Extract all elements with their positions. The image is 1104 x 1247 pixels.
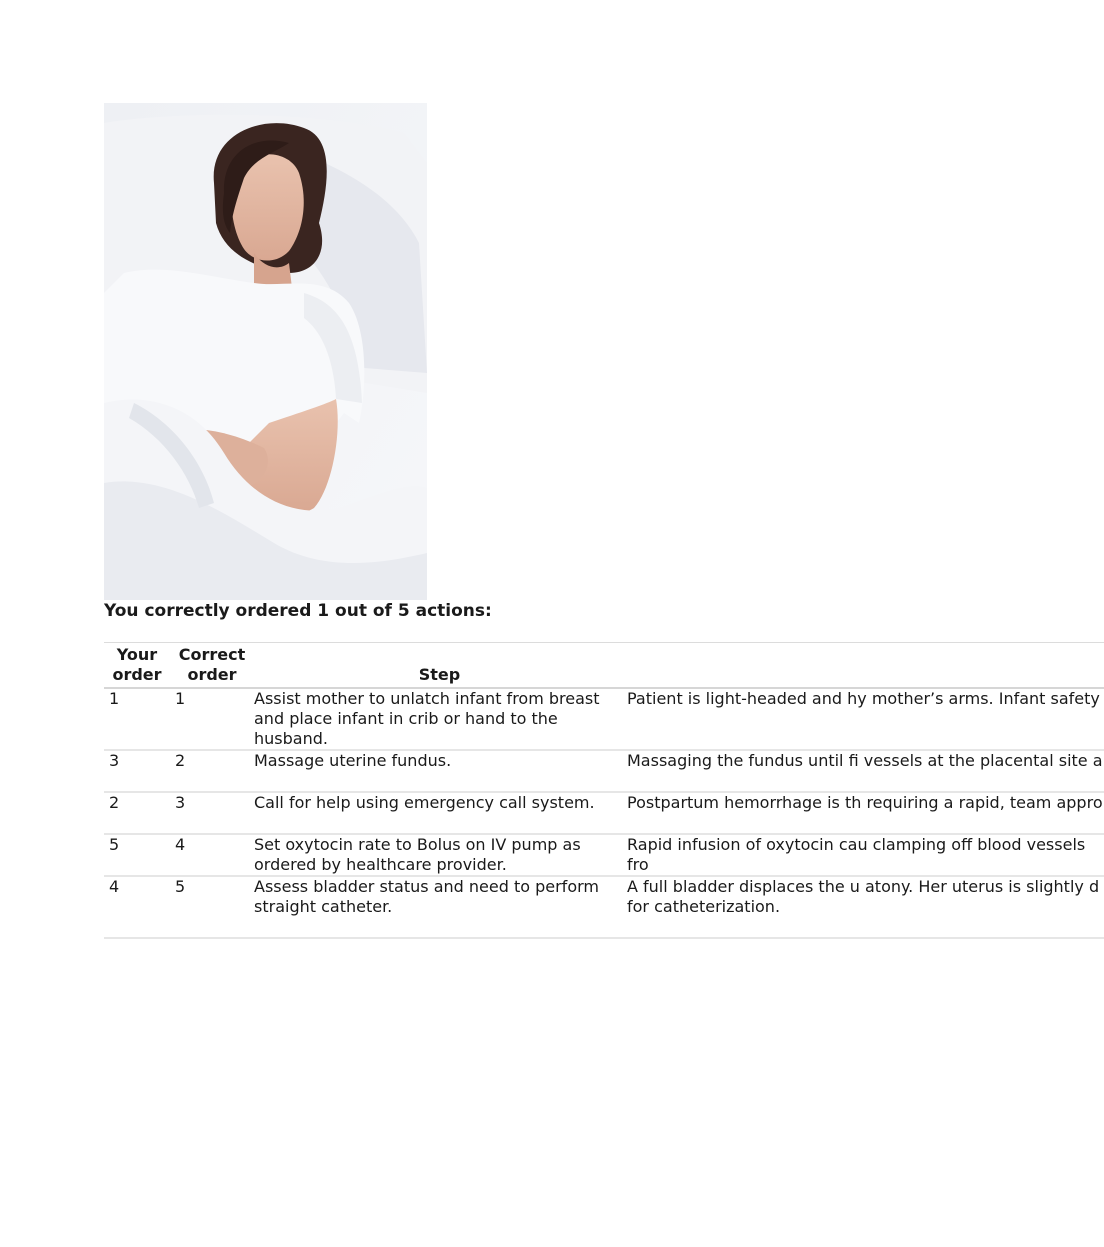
step-cell: Call for help using emergency call system. (254, 792, 625, 834)
table-row (104, 792, 1104, 834)
results-table (104, 642, 1104, 939)
rationale-cell: Patient is light-headed and hy mother’s arms. Infant safety (625, 688, 1104, 750)
rationale-cell: Rapid infusion of oxytocin cau clamping off blood vessels fro (625, 834, 1104, 876)
results-summary: You correctly ordered 1 out of 5 actions: (104, 601, 492, 621)
correct-order-cell: 3 (170, 792, 254, 834)
correct-order-cell: 2 (170, 750, 254, 792)
table-header-row (104, 643, 1104, 689)
step-cell: Assess bladder status and need to perform straight catheter. (254, 876, 625, 938)
step-cell: Assist mother to unlatch infant from breast and place infant in crib or hand to the husband. (254, 688, 625, 750)
your-order-cell: 3 (104, 750, 170, 792)
results-table-container (104, 642, 1103, 939)
your-order-cell: 1 (104, 688, 170, 750)
table-row (104, 688, 1104, 750)
step-cell: Massage uterine fundus. (254, 750, 625, 792)
table-row (104, 834, 1104, 876)
header-step: Step (254, 643, 625, 689)
rationale-cell: Postpartum hemorrhage is th requiring a rapid, team appro (625, 792, 1104, 834)
patient-photo (104, 103, 427, 600)
correct-order-cell: 4 (170, 834, 254, 876)
header-correct-order: Correct order (170, 643, 254, 689)
patient-in-bed-image (104, 103, 427, 600)
rationale-cell: Massaging the fundus until fi vessels at the placental site a (625, 750, 1104, 792)
header-your-order: Your order (104, 643, 170, 689)
your-order-cell: 4 (104, 876, 170, 938)
rationale-cell: A full bladder displaces the u atony. Her uterus is slightly d for catheterization. (625, 876, 1104, 938)
your-order-cell: 5 (104, 834, 170, 876)
correct-order-cell: 5 (170, 876, 254, 938)
table-row (104, 876, 1104, 938)
header-rationale (625, 643, 1104, 689)
step-cell: Set oxytocin rate to Bolus on IV pump as ordered by healthcare provider. (254, 834, 625, 876)
table-row (104, 750, 1104, 792)
correct-order-cell: 1 (170, 688, 254, 750)
your-order-cell: 2 (104, 792, 170, 834)
